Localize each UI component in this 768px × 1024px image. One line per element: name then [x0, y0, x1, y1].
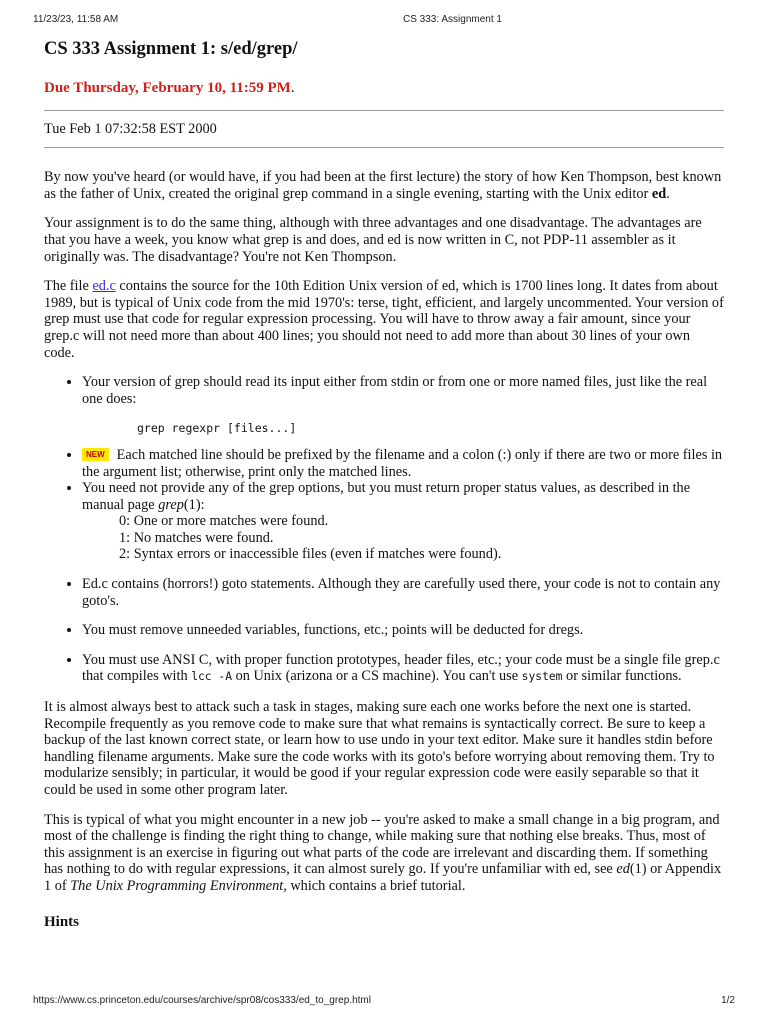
ed-manpage: ed	[616, 861, 630, 878]
book-title: The Unix Programming Environment	[70, 877, 284, 894]
list-item: • You must remove unneeded variables, functions, etc.; points will be deducted for dregs.	[82, 622, 724, 639]
bullet-ansi-c: or similar functions.	[562, 668, 682, 685]
bullet-status: You need not provide any of the grep options, but you must return proper status values, as described in the manual page	[82, 480, 691, 513]
ed-bold: ed	[651, 185, 667, 202]
bullet-input: Your version of grep should read its input either from stdin or from one or more named files, just like the real one does:	[82, 374, 708, 407]
stages-paragraph: It is almost always best to attack such a task in stages, making sure each one works before the next one is started. Recompile frequently as you remove code to make sure that what remains is syntactically correct. Be sure to keep a backup of the last known correct state, or learn how to use undo in your text editor. Make sure it handles stdin before handling filename arguments. Make sure the code works with its goto's before worrying about removing them. Try to modularize sensibly; in particular, it would be good if your regular expression code were easily separable so that it could be used in some other program later.	[44, 699, 715, 798]
lcc-command: lcc -A	[191, 670, 233, 684]
job-paragraph	[44, 812, 724, 895]
bullet-ansi-b: on Unix (arizona or a CS machine). You can't use	[232, 668, 522, 685]
job-text-a: This is typical of what you might encounter in a new job -- you're asked to make a small change in a big program, and most of the challenge is finding the right thing to change, while making sure that nothing else breaks. Thus, most of this assignment is an exercise in figuring out what parts of the code are irrelevant and discarding them. If something has nothing to do with regular expressions, it can almost surely go. If you're unfamiliar with ed, see	[44, 811, 720, 878]
print-footer	[33, 995, 735, 1009]
list-item: • Ed.c contains (horrors!) goto statements. Although they are carefully used there, your code is not to contain any goto's.	[82, 576, 724, 609]
requirements-list	[44, 374, 724, 686]
status-code-0: 0: One or more matches were found.	[119, 513, 329, 530]
intro-text: By now you've heard (or would have, if you had been at the first lecture) the story of how Ken Thompson, best known as the father of Unix, created the original grep command in a single evening, starting with the Unix editor	[44, 169, 722, 202]
print-header	[33, 14, 735, 28]
divider-top	[44, 110, 724, 111]
bullet-prefix: Each matched line should be prefixed by the filename and a colon (:) only if there are two or more files in the argument list; otherwise, print only the matched lines.	[82, 446, 723, 480]
status-code-2: 2: Syntax errors or inaccessible files (even if matches were found).	[119, 546, 502, 563]
print-page-title: CS 333: Assignment 1	[403, 14, 502, 25]
due-text: Due Thursday, February 10, 11:59 PM	[44, 80, 291, 96]
status-codes	[119, 513, 724, 563]
list-item	[82, 480, 724, 563]
source-text-a: The file	[44, 278, 93, 295]
timestamp: Tue Feb 1 07:32:58 EST 2000	[44, 120, 217, 137]
bullet-status-end: (1):	[183, 496, 205, 513]
list-item	[82, 374, 724, 437]
print-date: 11/23/23, 11:58 AM	[33, 14, 119, 25]
new-badge-icon: NEW	[82, 448, 109, 461]
intro-end: .	[666, 185, 670, 202]
source-paragraph	[44, 278, 724, 361]
due-period: .	[290, 80, 295, 96]
job-text-c: , which contains a brief tutorial.	[283, 877, 466, 894]
due-date	[44, 80, 724, 97]
page-title: CS 333 Assignment 1: s/ed/grep/	[44, 39, 298, 59]
job-text-b: (1) or Appendix 1 of	[44, 861, 722, 894]
document-body	[44, 38, 724, 930]
print-url: https://www.cs.princeton.edu/courses/archive/spr08/cos333/ed_to_grep.html	[33, 995, 371, 1006]
status-code-1: 1: No matches were found.	[119, 529, 274, 546]
grep-manpage: grep	[158, 496, 184, 513]
system-function: system	[521, 670, 563, 684]
intro-paragraph	[44, 169, 724, 202]
list-item	[82, 652, 724, 686]
ed-c-link[interactable]: ed.c	[92, 278, 116, 295]
hints-heading: Hints	[44, 913, 80, 930]
list-item	[82, 447, 724, 480]
usage-code: grep regexpr [files...]	[137, 421, 297, 436]
bullet-ansi-a: You must use ANSI C, with proper function prototypes, header files, etc.; your code must be a single file grep.c that compiles with	[82, 651, 720, 685]
assignment-paragraph: Your assignment is to do the same thing, although with three advantages and one disadvantage. The advantages are that you have a week, you know what grep is and does, and ed is now written in C, not PDP-11 assembler as it originally was. The disadvantage? You're not Ken Thompson.	[44, 215, 702, 265]
source-text-b: contains the source for the 10th Edition Unix version of ed, which is 1700 lines long. It dates from about 1989, but is typical of Unix code from the mid 1970's: terse, tight, efficient, and largely uncommented. Your version of grep must use that code for regular expression processing. You will have to throw away a fair amount, since your grep.c will not need more than about 400 lines; you should not need to add more than about 30 lines of your own code.	[44, 278, 724, 361]
page-number: 1/2	[721, 995, 735, 1006]
